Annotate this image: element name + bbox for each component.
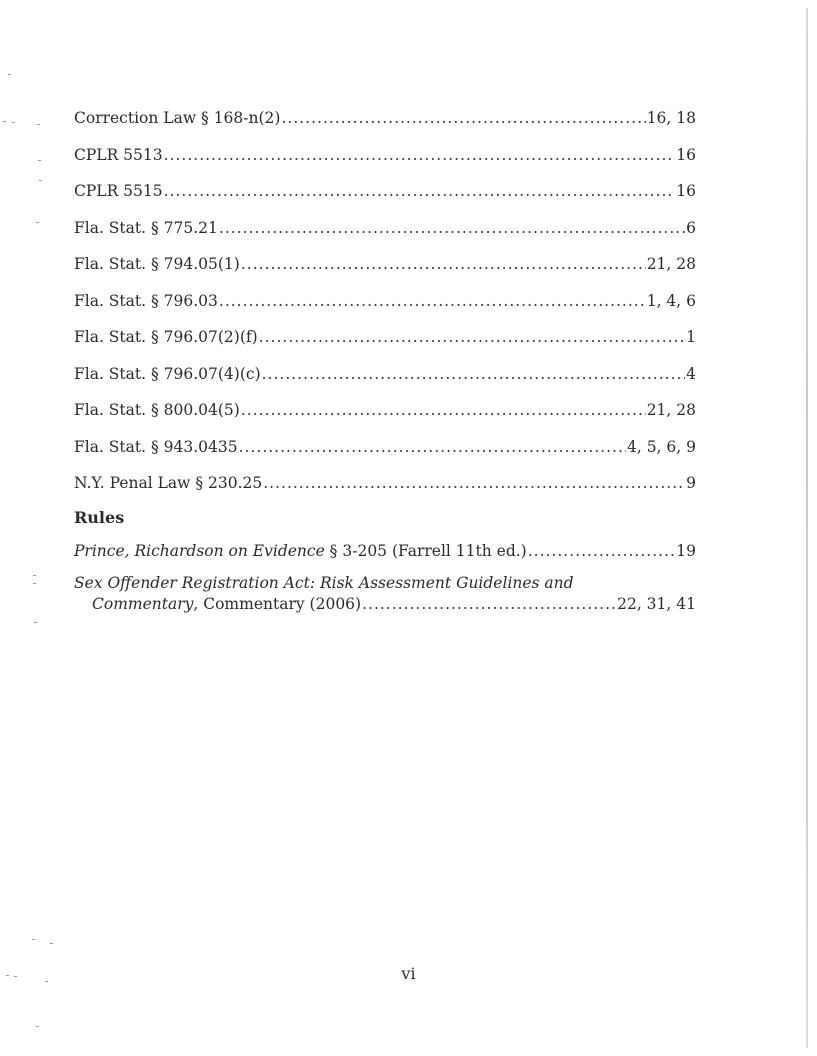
authority-title: CPLR 5515: [74, 182, 163, 200]
authority-title: Correction Law § 168-n(2): [74, 109, 281, 127]
dot-leader: [262, 364, 686, 384]
authority-title-italic: Prince, Richardson on Evidence: [74, 541, 325, 560]
authority-title-italic: Sex Offender Registration Act: Risk Assessment Guidelines and: [74, 573, 574, 592]
authority-title: [74, 541, 527, 561]
authority-pages: 9: [686, 474, 696, 492]
authority-entry: [74, 218, 696, 238]
authority-pages: 4, 5, 6, 9: [626, 437, 696, 456]
authority-entry: [74, 181, 696, 201]
authority-title: Fla. Stat. § 943.0435: [74, 437, 238, 456]
authority-pages: 21, 28: [646, 255, 696, 273]
authority-title-rest: § 3-205 (Farrell 11th ed.): [324, 541, 527, 560]
dot-leader: [164, 181, 676, 201]
dot-leader: [241, 254, 646, 274]
authority-pages: 1: [686, 328, 696, 346]
dot-leader: [219, 291, 646, 311]
authority-title: N.Y. Penal Law § 230.25: [74, 474, 263, 492]
authority-pages: 6: [686, 218, 696, 237]
page-number: vi: [401, 964, 416, 983]
authority-entry: [74, 291, 696, 311]
authority-title: [92, 594, 361, 615]
dot-leader: [219, 218, 685, 238]
dot-leader: [239, 437, 626, 457]
section-heading-rules: Rules: [74, 507, 125, 527]
authority-title-line2: [74, 594, 696, 615]
authority-pages: 19: [676, 541, 696, 560]
authority-entry: [74, 400, 696, 420]
authority-title: CPLR 5513: [74, 145, 163, 164]
dot-leader: [528, 541, 676, 561]
authority-title: Fla. Stat. § 796.07(2)(f): [74, 328, 258, 346]
authority-entry: [74, 327, 696, 347]
authority-pages: 22, 31, 41: [617, 594, 696, 613]
dot-leader: [241, 400, 646, 420]
dot-leader: [281, 108, 645, 128]
authority-entry: [74, 254, 696, 274]
authority-title: Fla. Stat. § 794.05(1): [74, 255, 240, 273]
authority-pages: 1, 4, 6: [646, 291, 696, 310]
authority-entry: [74, 145, 696, 165]
authority-title: Fla. Stat. § 775.21: [74, 218, 218, 237]
authority-pages: 16: [676, 145, 696, 164]
dot-leader: [362, 594, 616, 615]
authority-entry: [74, 473, 696, 493]
authority-title-rest: , Commentary (2006): [193, 594, 362, 613]
dot-leader: [259, 327, 685, 347]
authority-entry: [74, 108, 696, 128]
scan-edge-line: [806, 8, 808, 1048]
dot-leader: [164, 145, 676, 165]
authority-pages: 4: [686, 364, 696, 383]
authority-title: Fla. Stat. § 796.03: [74, 291, 218, 310]
authority-pages: 21, 28: [646, 401, 696, 419]
table-of-authorities: [74, 108, 696, 615]
authority-entry: [74, 364, 696, 384]
margin-scan-marks: [0, 0, 70, 1056]
dot-leader: [263, 473, 685, 493]
authority-title-line1: [74, 573, 696, 594]
authority-title: Fla. Stat. § 796.07(4)(c): [74, 364, 261, 383]
authority-pages: 16, 18: [646, 109, 696, 127]
authority-entry: [74, 541, 696, 561]
authority-pages: 16: [676, 182, 696, 200]
authority-title-italic: Commentary: [92, 594, 194, 613]
authority-entry: [74, 437, 696, 457]
authority-entry-multiline: [74, 573, 696, 615]
authority-title: Fla. Stat. § 800.04(5): [74, 401, 240, 419]
